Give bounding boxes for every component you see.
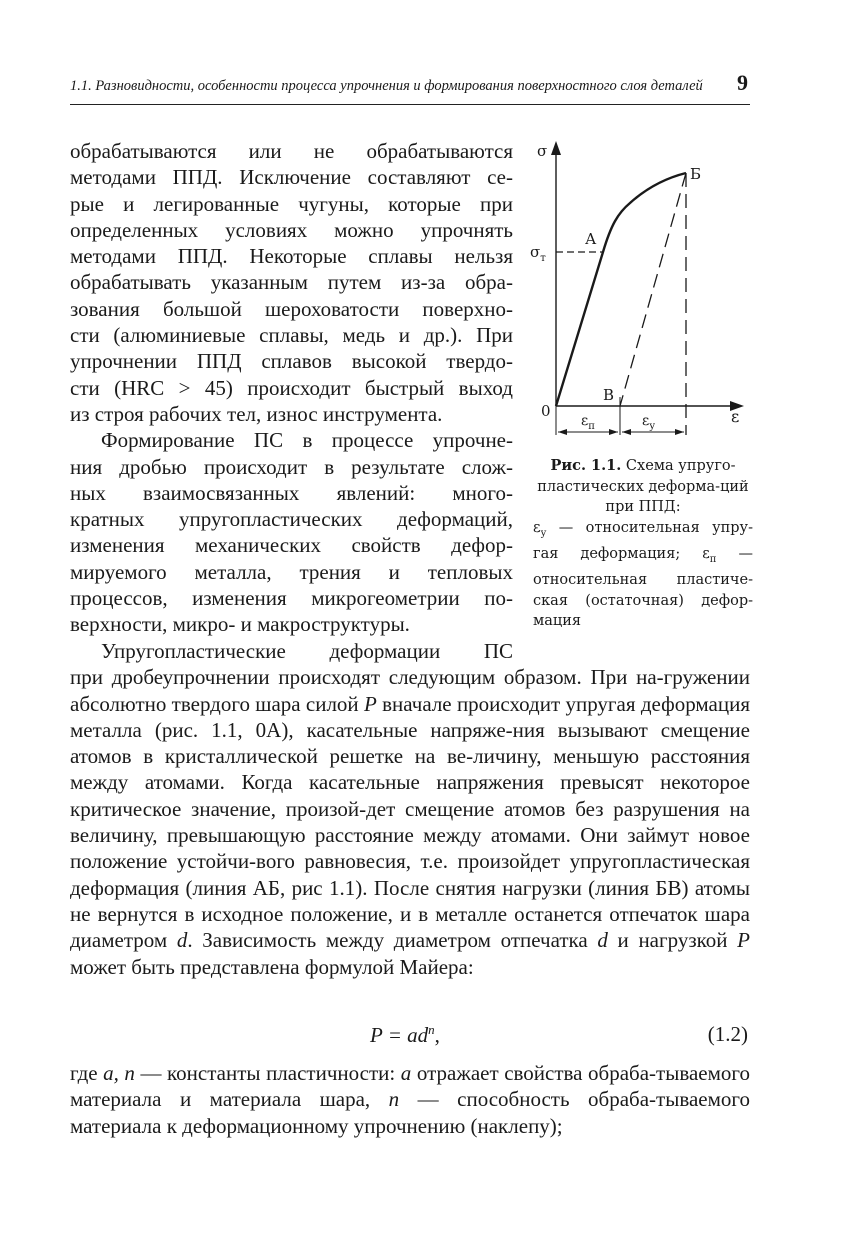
figure-stress-strain <box>525 135 760 445</box>
var-n: n <box>388 1087 400 1112</box>
eps-p-sub: п <box>588 421 595 432</box>
text-line: мируемого металла, трения и тепловых <box>70 559 513 584</box>
paragraph-3 <box>70 638 750 980</box>
text-line: верхности, микро- и макроструктуры. <box>70 612 410 637</box>
caption-eps-u: ε <box>533 519 541 536</box>
origin-label: 0 <box>541 402 551 420</box>
text-line: сти (алюминиевые сплавы, медь и др.). При <box>70 323 513 348</box>
caption-title <box>533 456 753 518</box>
caption-eps-u-sub: у <box>540 527 547 539</box>
text-line: ных взаимосвязанных явлений: много- <box>70 480 513 505</box>
y-axis-arrow <box>551 141 561 155</box>
dim-arrow <box>609 429 618 435</box>
point-b-label: Б <box>690 165 702 183</box>
caption-eps-p-sub: п <box>709 553 717 565</box>
var-p: P <box>737 928 750 953</box>
formula-expression <box>370 1022 440 1048</box>
running-head-title: 1.1. Разновидности, особенности процесса упрочнения и формирования поверхностного слоя деталей <box>70 78 703 94</box>
paragraph-3-part-c: . Зависимость между диаметром отпечатка <box>187 928 598 953</box>
eps-u-sub: у <box>649 421 656 432</box>
eps-u-symbol: ε <box>642 413 650 429</box>
dim-arrow <box>675 429 684 435</box>
text-line: обрабатывать указанным путем из-за обра- <box>70 270 513 295</box>
narrow-text-column <box>70 138 513 638</box>
eps-p-label <box>581 413 595 432</box>
dim-arrow <box>622 429 631 435</box>
formula-lhs: P = ad <box>370 1023 429 1047</box>
var-p: P <box>363 691 377 716</box>
point-v-label: В <box>603 386 615 404</box>
running-head <box>70 70 750 105</box>
paragraph-4-part-b: — константы пластичности: <box>134 1061 401 1085</box>
formula-comma: , <box>434 1023 440 1047</box>
text-line: методами ППД. Некоторые сплавы нельзя <box>70 244 513 269</box>
caption-eps-u-desc: — относительная упру-гая деформация; <box>533 519 753 562</box>
text-line: сти (HRC > 45) происходит быстрый выход <box>70 375 513 400</box>
paragraph-4 <box>70 1060 750 1139</box>
caption-label: Рис. 1.1. <box>550 457 622 474</box>
text-line: упрочнении ППД сплавов высокой твердо- <box>70 349 513 374</box>
var-d: d <box>597 928 608 953</box>
text-line: обрабатываются или не обрабатываются <box>70 139 513 163</box>
paragraph-4-part-c: отражает свойства обраба-тываемого материала и материала шара, <box>70 1061 750 1112</box>
var-a: a <box>400 1061 412 1085</box>
text-line: определенных условиях можно упрочнять <box>70 217 513 242</box>
paragraph-2 <box>70 427 513 637</box>
x-axis-label: ε <box>731 407 740 426</box>
sigma-t-symbol: σ <box>530 243 541 261</box>
text-line: зования большой шероховатости поверхно- <box>70 296 513 321</box>
paragraph-3-part-d: и нагрузкой <box>607 928 738 953</box>
paragraph-3-part-a: при дробеупрочнении происходят следующим образом. При на-гружении абсолютно твердого шара силой <box>70 665 750 716</box>
paragraph-3-part-b: вначале происходит упругая деформация металла (рис. 1.1, 0А), касательные напряже-ния вызывают смещение атомов в кристаллической решетке на ве-личину, меньшую расстояния между атомами. Когда касательные напряжения превысят некоторое критическое значение, произой-дет смещение атомов без разрушения на величину, превышающую расстояние между атомами. Они займут новое положение устойчи-вого равновесия, т.е. произойдет упругопластическая деформация (линия АБ, рис 1.1). После снятия нагрузки (линия БВ) атомы не вернутся в исходное положение, и в металле останется отпечаток шара диаметром <box>70 691 750 953</box>
dim-arrow <box>558 429 567 435</box>
paragraph-4-part-a: где <box>70 1061 104 1085</box>
after-formula-text <box>70 1060 750 1139</box>
paragraph-1 <box>70 138 513 427</box>
paragraph-4-part-d: — способность обраба-тываемого материала к деформационному упрочнению (наклепу); <box>70 1087 750 1138</box>
sigma-t-sub: т <box>540 253 546 264</box>
point-a-label: А <box>585 230 597 248</box>
page-number: 9 <box>737 70 748 95</box>
caption-title-text: Схема упруго-пластических деформа-ций при ППД: <box>537 458 749 515</box>
caption-eps-p: ε <box>702 545 710 562</box>
var-a-n: a, n <box>103 1061 135 1085</box>
text-line: процессов, изменения микрогеометрии по- <box>70 586 513 611</box>
caption-body <box>533 518 753 632</box>
text-line: методами ППД. Исключение составляют се- <box>70 165 513 190</box>
text-line: Формирование ПС в процессе упрочне- <box>101 428 513 453</box>
text-line: кратных упругопластических деформаций, <box>70 507 513 532</box>
paragraph-3-part-e: может быть представлена формулой Майера: <box>70 954 474 979</box>
formula-exponent: n <box>428 1022 435 1037</box>
unloading-line <box>620 173 686 406</box>
figure-caption <box>533 456 753 632</box>
loading-curve <box>556 173 686 406</box>
text-line: изменения механических свойств дефор- <box>70 533 513 558</box>
var-d: d <box>176 928 188 953</box>
caption-eps-p-desc: — относительная пластиче-ская (остаточная) дефор-мация <box>533 545 753 630</box>
wide-text-column <box>70 638 750 980</box>
text-line: Упругопластические деформации ПС <box>101 639 513 663</box>
sigma-t-label <box>530 243 546 264</box>
text-line: ния дробью происходит в результате слож- <box>70 454 513 479</box>
equation-number: (1.2) <box>707 1022 748 1046</box>
text-line: рые и легированные чугуны, которые при <box>70 191 513 216</box>
eps-p-symbol: ε <box>581 413 589 429</box>
text-line: из строя рабочих тел, износ инструмента. <box>70 401 443 426</box>
eps-u-label <box>642 413 655 432</box>
y-axis-label: σ <box>537 142 548 160</box>
formula-1-2 <box>70 1022 750 1052</box>
